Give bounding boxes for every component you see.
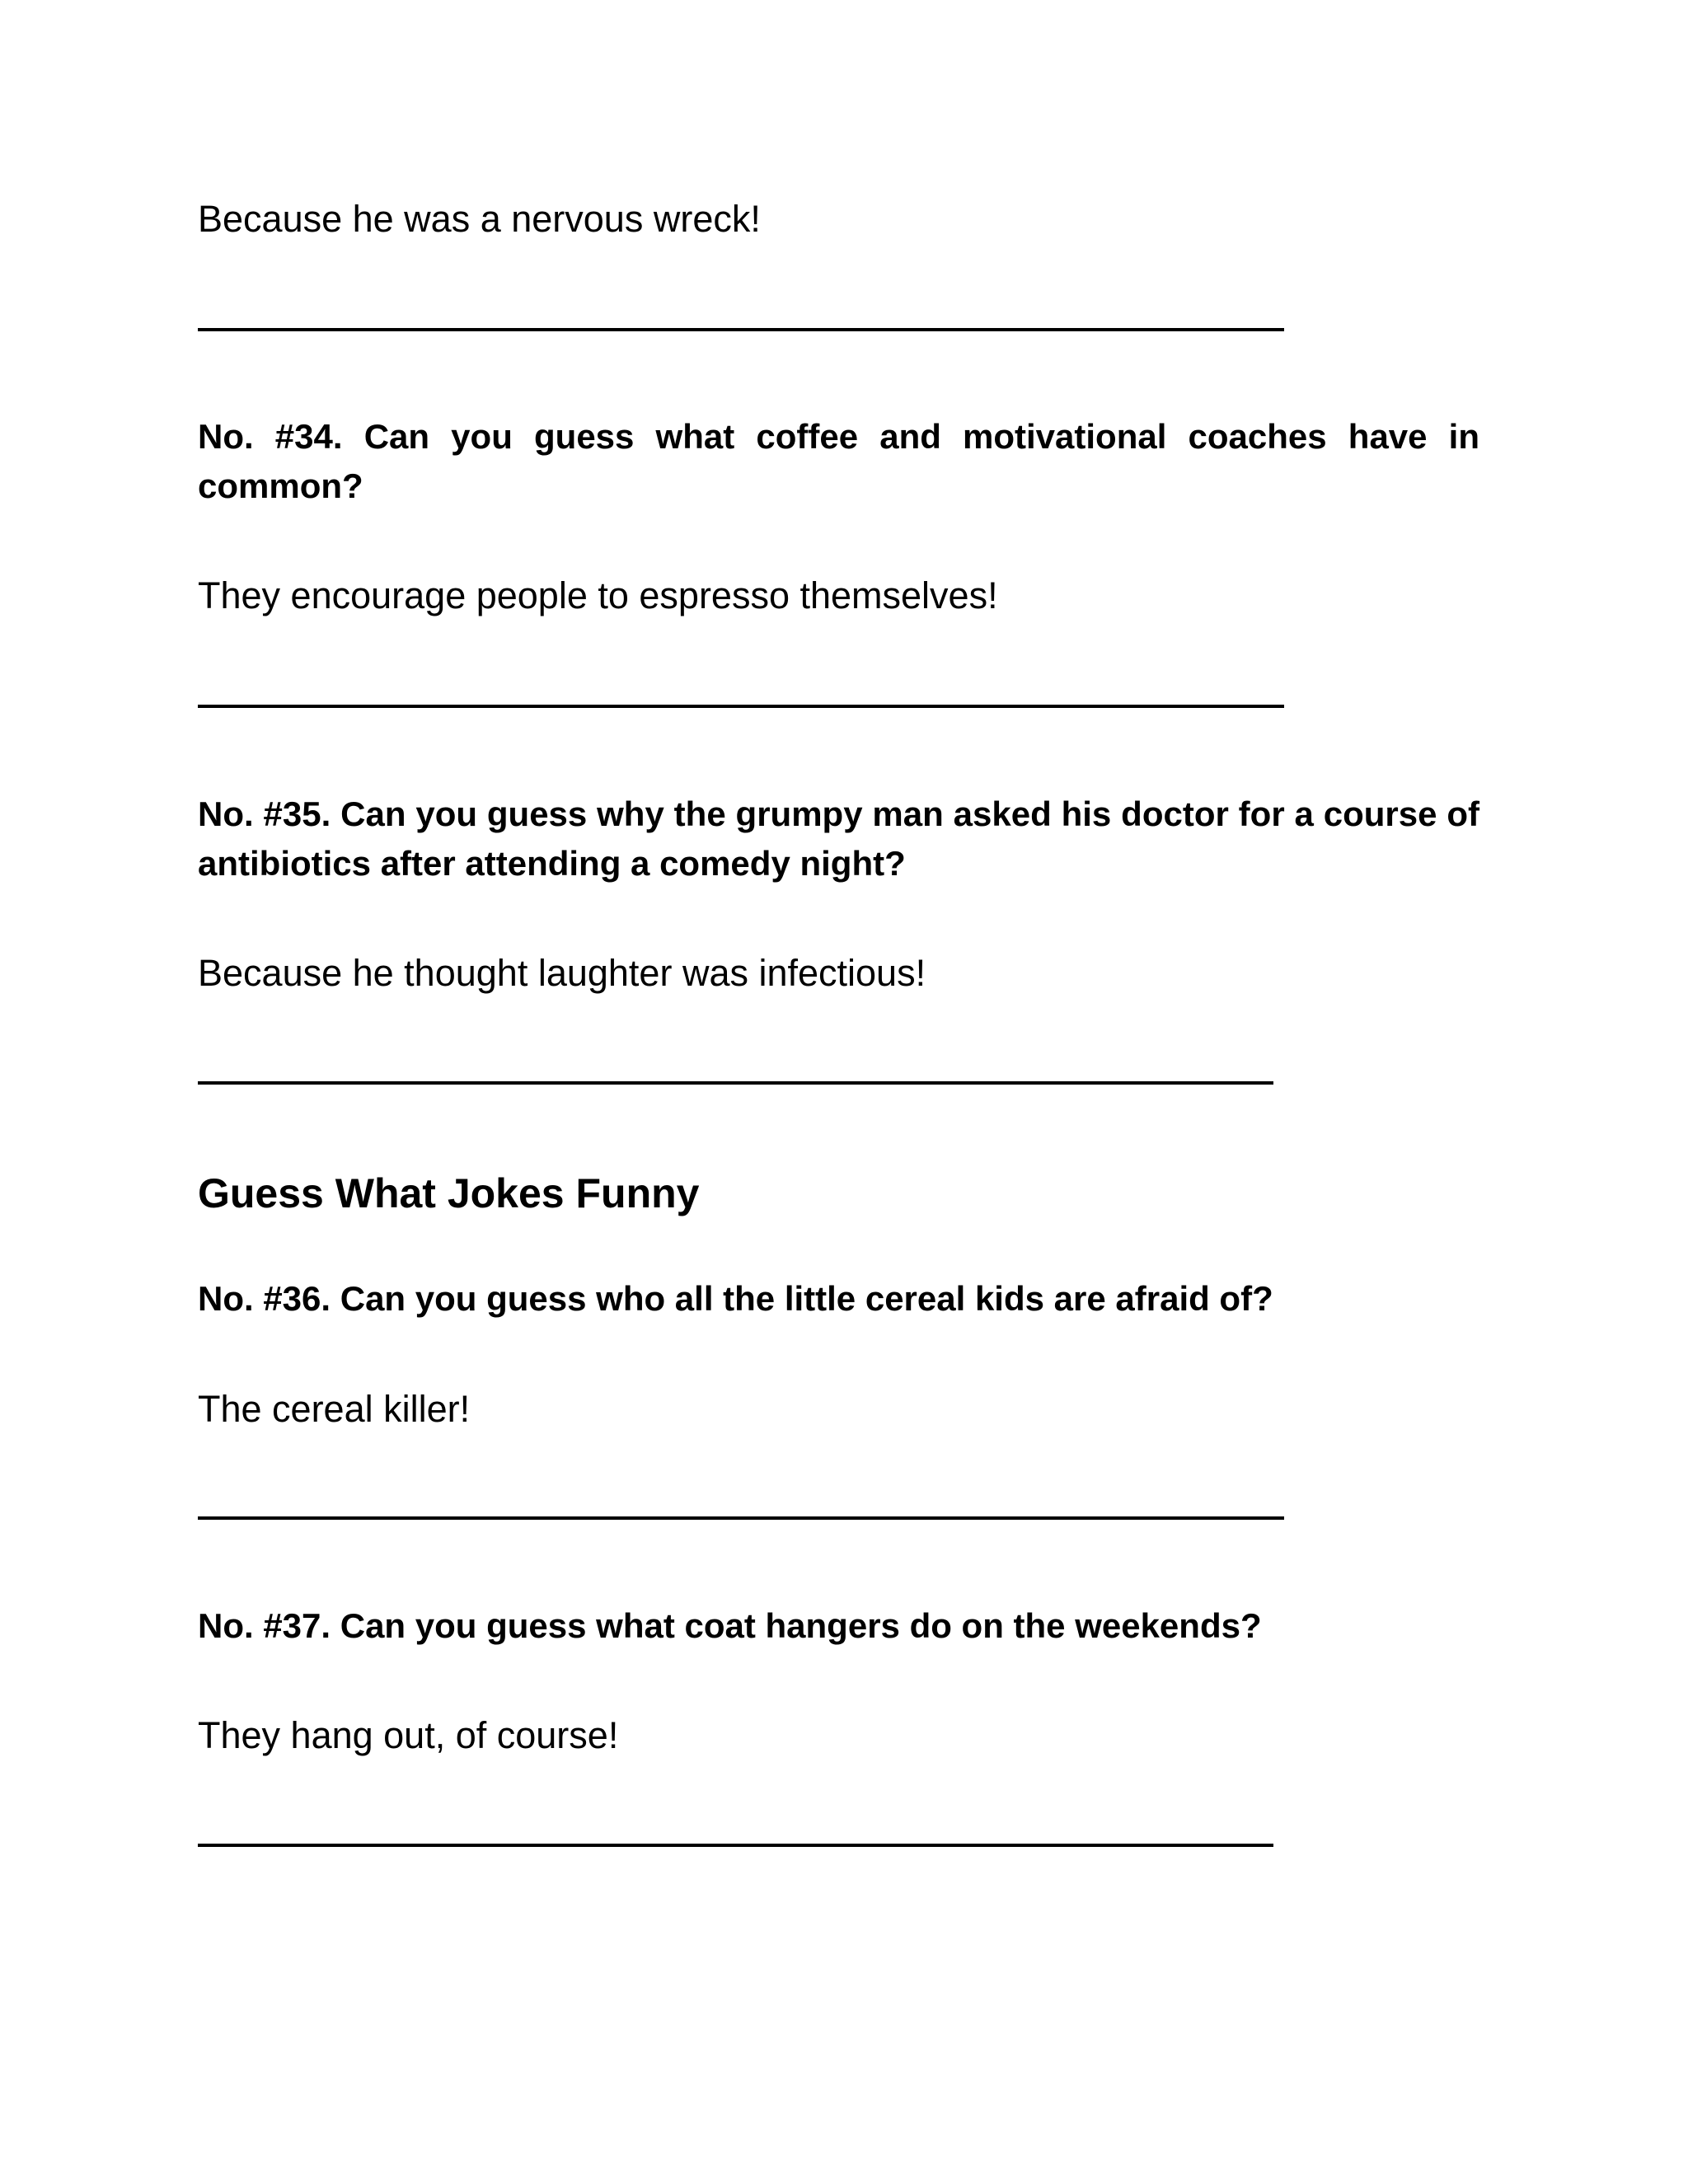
joke-33-answer: Because he was a nervous wreck! [198, 198, 761, 240]
joke-34-answer: They encourage people to espresso themselves! [198, 574, 998, 616]
joke-36-answer: The cereal killer! [198, 1388, 471, 1430]
separator-rule [198, 1516, 1284, 1520]
joke-37-question: No. #37. Can you guess what coat hangers do on the weekends? [198, 1606, 1262, 1645]
separator-rule [198, 328, 1284, 331]
joke-35-answer: Because he thought laughter was infectious! [198, 952, 926, 994]
joke-36-question: No. #36. Can you guess who all the little cereal kids are afraid of? [198, 1279, 1273, 1318]
separator-rule [198, 705, 1284, 708]
separator-rule [198, 1081, 1273, 1085]
joke-35-question: No. #35. Can you guess why the grumpy man asked his doctor for a course of antibiotics after attending a comedy night? [198, 794, 1479, 883]
joke-34-question: No. #34. Can you guess what coffee and motivational coaches have in common? [198, 417, 1479, 505]
joke-37-answer: They hang out, of course! [198, 1714, 619, 1756]
section-heading: Guess What Jokes Funny [198, 1170, 700, 1216]
separator-rule [198, 1844, 1273, 1847]
